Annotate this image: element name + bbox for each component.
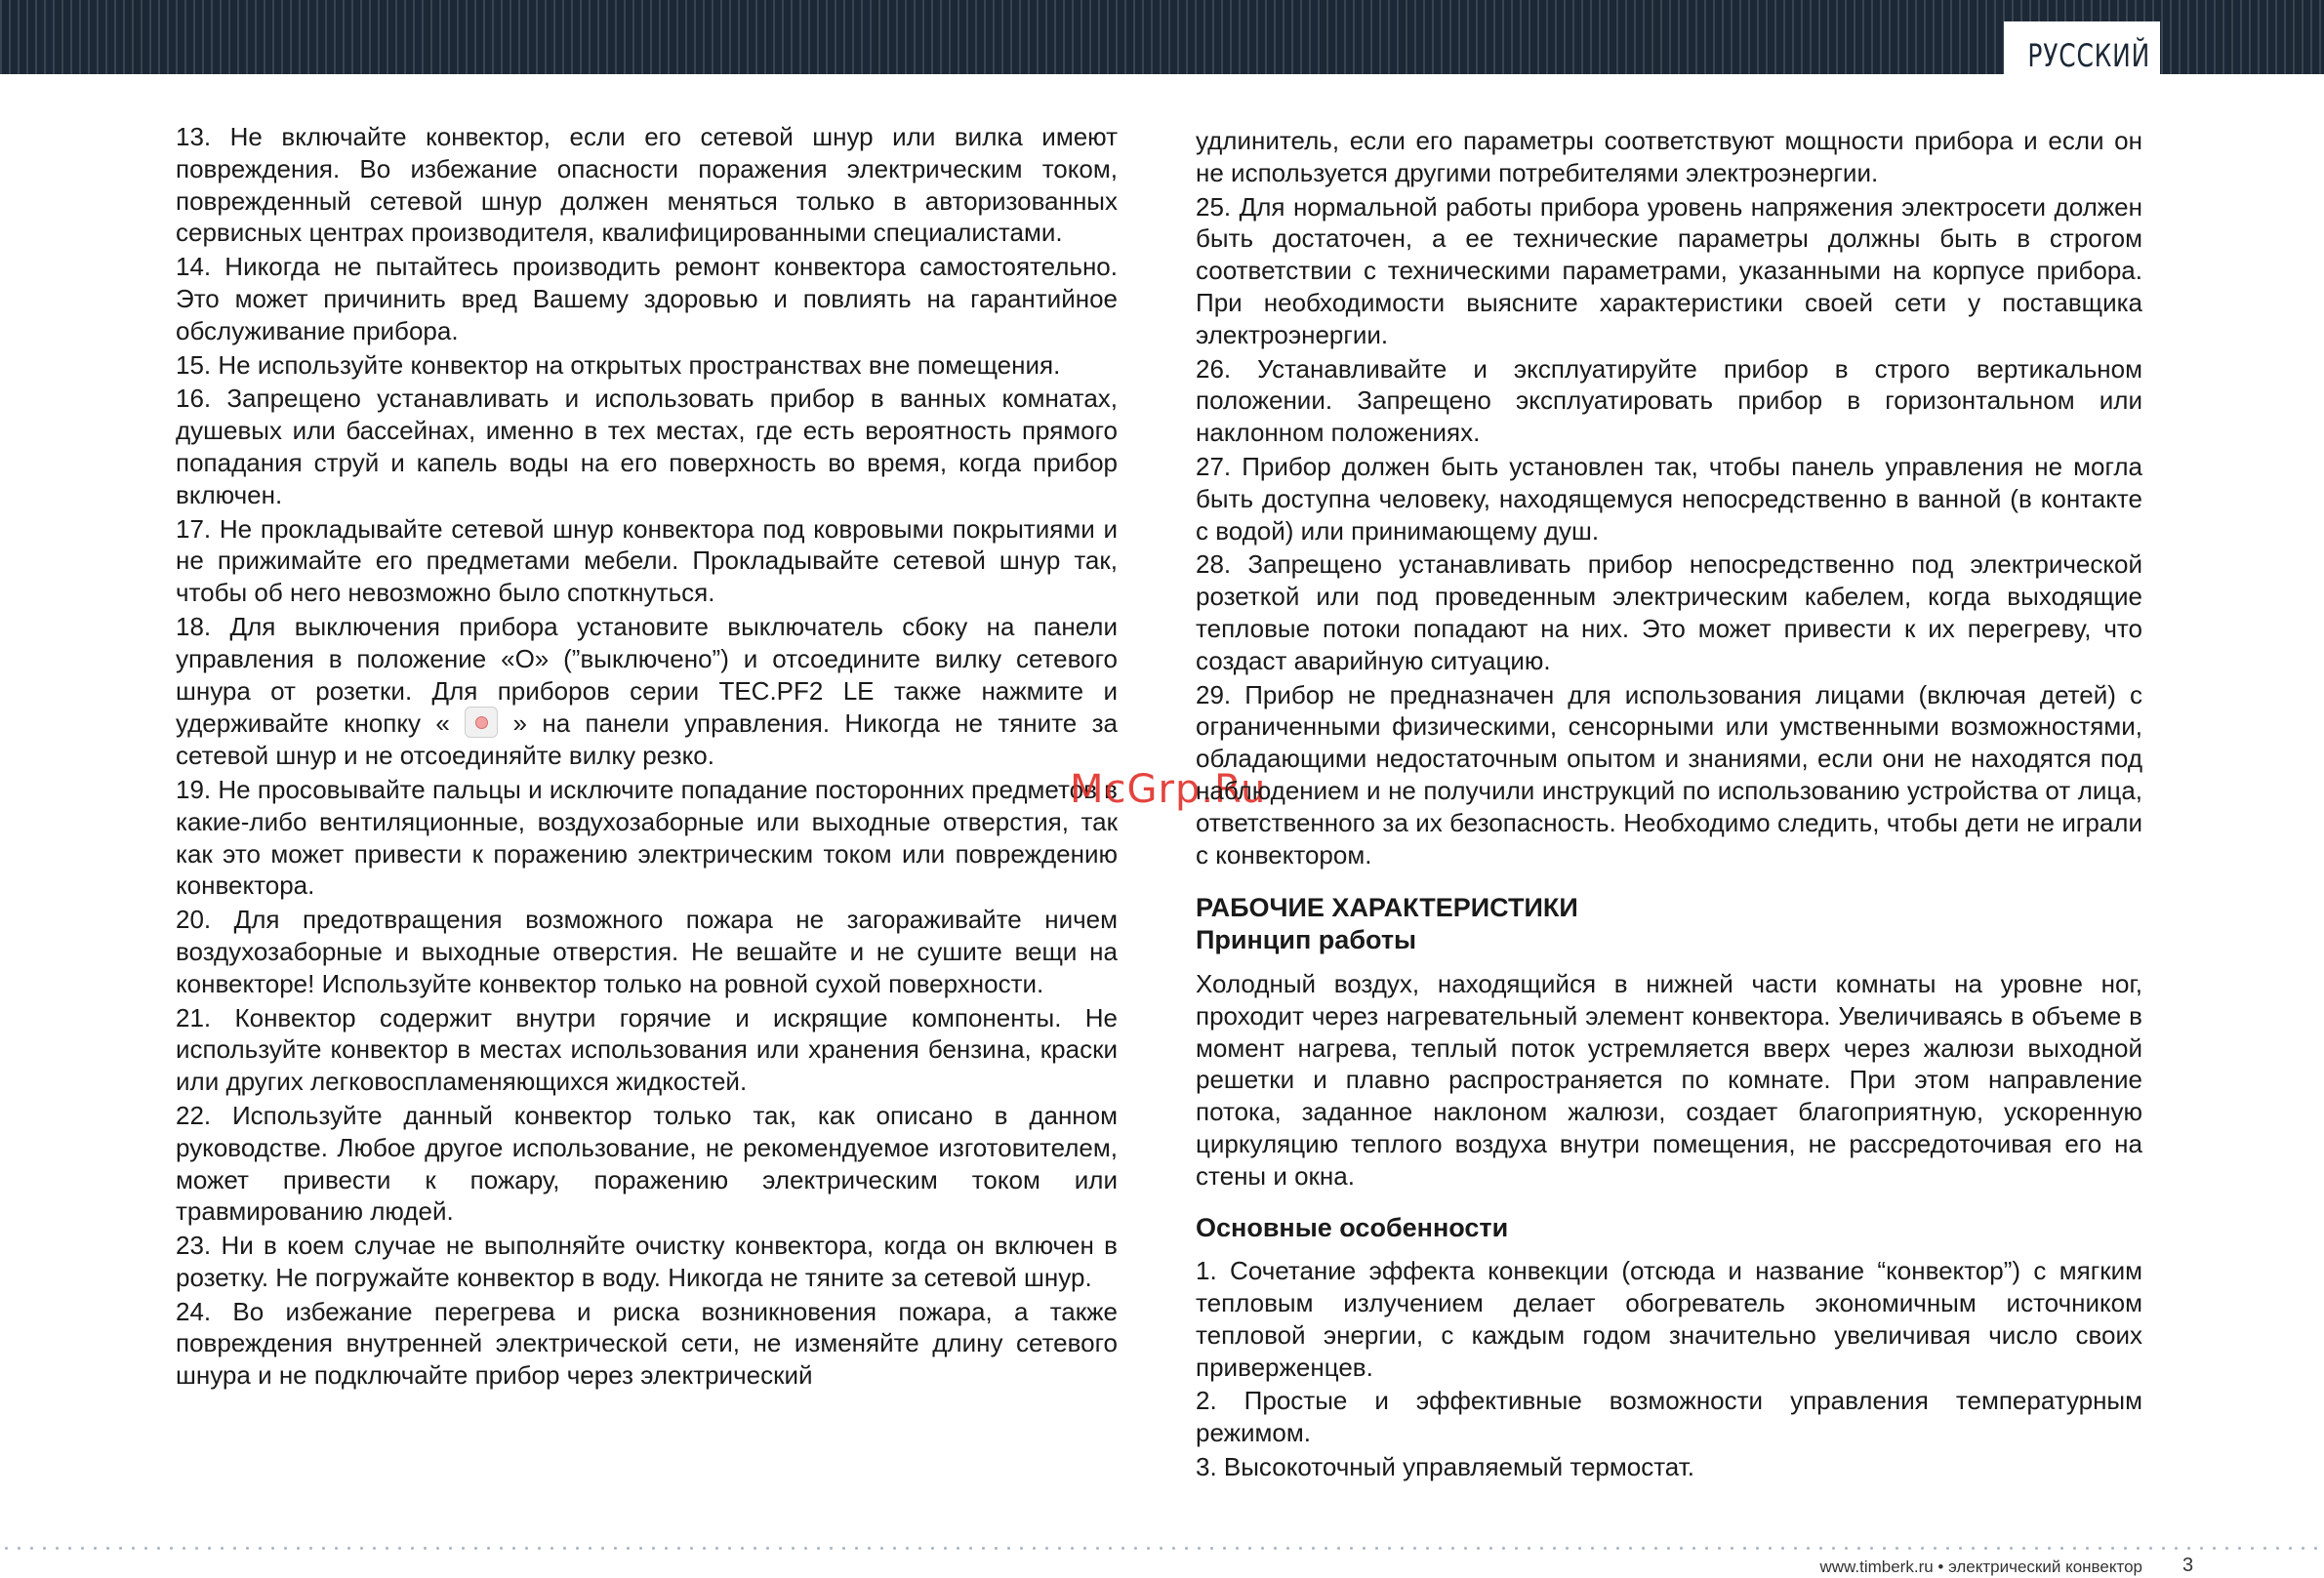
instruction-18-text-a: 18. Для выключения прибора установите выключатель сбоку на панели управления в положение «O» (”выключено”) и отсоедините вилку сетевого шнура от розетки. Для приборов серии TEC.PF2 LE также нажмите и удерживайте кнопку « (176, 611, 1118, 739)
instruction-18 (176, 611, 1118, 772)
feature-2: 2. Простые и эффективные возможности управления температурным режимом. (1196, 1386, 2142, 1448)
footer-divider (0, 1547, 2324, 1550)
instruction-23: 23. Ни в коем случае не выполняйте очистку конвектора, когда он включен в розетку. Не погружайте конвектор в воду. Никогда не тяните за сетевой шнур. (176, 1231, 1118, 1292)
feature-1: 1. Сочетание эффекта конвекции (отсюда и название “конвектор”) с мягким тепловым излучением делает обогреватель экономичным источником тепловой энергии, с каждым годом значительно увеличивая число своих приверженцев. (1196, 1256, 2142, 1382)
instruction-16: 16. Запрещено устанавливать и использовать прибор в ванных комнатах, душевых или бассейнах, именно в тех местах, где есть вероятность прямого попадания струй и капель воды на его поверхность во время, когда прибор включен. (176, 384, 1118, 509)
instruction-17: 17. Не прокладывайте сетевой шнур конвектора под ковровыми покрытиями и не прижимайте его предметами мебели. Прокладывайте сетевой шнур так, чтобы об него невозможно было споткнуться. (176, 513, 1118, 608)
instruction-25: 25. Для нормальной работы прибора уровень напряжения электросети должен быть достаточен, а ее технические параметры должны быть в строгом соответствии с техническими параметрами, указанными на корпусе прибора. При необходимости выясните характеристики своей сети у поставщика электроэнергии. (1196, 191, 2142, 349)
instruction-24: 24. Во избежание перегрева и риска возникновения пожара, а также повреждения внутренней электрической сети, не изменяйте длину сетевого шнура и не подключайте прибор через электрический (176, 1296, 1118, 1391)
instruction-28: 28. Запрещено устанавливать прибор непосредственно под электрической розеткой или под проведенным электрическим кабелем, когда выходящие тепловые потоки попадают на них. Это может привести к их перегреву, что создаст аварийную ситуацию. (1196, 549, 2142, 675)
principle-text: Холодный воздух, находящийся в нижней части комнаты на уровне ног, проходит через нагревательный элемент конвектора. Увеличиваясь в объеме в момент нагрева, теплый поток устремляется вверх через жалюзи выходной решетки и плавно распространяется по комнате. При этом направление потока, заданное наклоном жалюзи, создает благоприятную, ускоренную циркуляцию теплого воздуха внутри помещения, не рассредоточивая его на стены и окна. (1196, 968, 2142, 1191)
footer-text: www.timberk.ru • электрический конвектор (1819, 1558, 2142, 1576)
left-column (176, 121, 1118, 1392)
page-number: 3 (2182, 1555, 2194, 1576)
instruction-26: 26. Устанавливайте и эксплуатируйте прибор в строго вертикальном положении. Запрещено эксплуатировать прибор в горизонтальном или наклонном положениях. (1196, 353, 2142, 448)
principle-title: Принцип работы (1196, 925, 1417, 955)
watermark: McGrp.Ru (1070, 767, 1267, 812)
instruction-22: 22. Используйте данный конвектор только так, как описано в данном руководстве. Любое другое использование, не рекомендуемое изготовителем, может привести к пожару, поражению электрическим током или травмированию людей. (176, 1100, 1118, 1227)
power-button-icon (465, 707, 498, 738)
right-column (1196, 125, 2142, 1483)
instruction-18-text-b: » на панели управления. Никогда не тяните за сетевой шнур и не отсоединяйте вилку резко. (176, 708, 1118, 771)
instruction-24-continued: удлинитель, если его параметры соответствуют мощности прибора и если он не используется другими потребителями электроэнергии. (1196, 126, 2142, 187)
features-title: Основные особенности (1196, 1212, 1509, 1242)
feature-3: 3. Высокоточный управляемый термостат. (1196, 1452, 1694, 1482)
instruction-15: 15. Не используйте конвектор на открытых пространствах вне помещения. (176, 349, 1061, 380)
instruction-13: 13. Не включайте конвектор, если его сетевой шнур или вилка имеют повреждения. Во избежание опасности поражения электрическим током, поврежденный сетевой шнур должен меняться только в авторизованных сервисных центрах производителя, квалифицированными специалистами. (176, 122, 1118, 248)
instruction-19: 19. Не просовывайте пальцы и исключите попадание посторонних предметов в какие-либо вентиляционные, воздухозаборные или выходные отверстия, так как это может привести к поражению электрическим током или повреждению конвектора. (176, 774, 1118, 901)
instruction-14: 14. Никогда не пытайтесь производить ремонт конвектора самостоятельно. Это может причинить вред Вашему здоровью и повлиять на гарантийное обслуживание прибора. (176, 252, 1118, 345)
section-title: РАБОЧИЕ ХАРАКТЕРИСТИКИ (1196, 893, 1578, 923)
header-bar (0, 0, 2324, 74)
language-label: РУССКИЙ (2027, 37, 2150, 74)
instruction-20: 20. Для предотвращения возможного пожара не загораживайте ничем воздухозаборные и выходные отверстия. Не вешайте и не сушите вещи на конвекторе! Используйте конвектор только на ровной сухой поверхности. (176, 905, 1118, 998)
instruction-29: 29. Прибор не предназначен для использования лицами (включая детей) с ограниченными физическими, сенсорными или умственными возможностями, обладающими недостаточным опытом и знаниями, если они не находятся под наблюдением и не получили инструкций по использованию устройства от лица, ответственного за их безопасность. Необходимо следить, чтобы дети не играли с конвектором. (1196, 679, 2142, 870)
instruction-27: 27. Прибор должен быть установлен так, чтобы панель управления не могла быть доступна человеку, находящемуся непосредственно в ванной (в контакте с водой) или принимающему душ. (1196, 451, 2142, 546)
instruction-21: 21. Конвектор содержит внутри горячие и искрящие компоненты. Не используйте конвектор в местах использования или хранения бензина, краски или других легковоспламеняющихся жидкостей. (176, 1002, 1118, 1097)
